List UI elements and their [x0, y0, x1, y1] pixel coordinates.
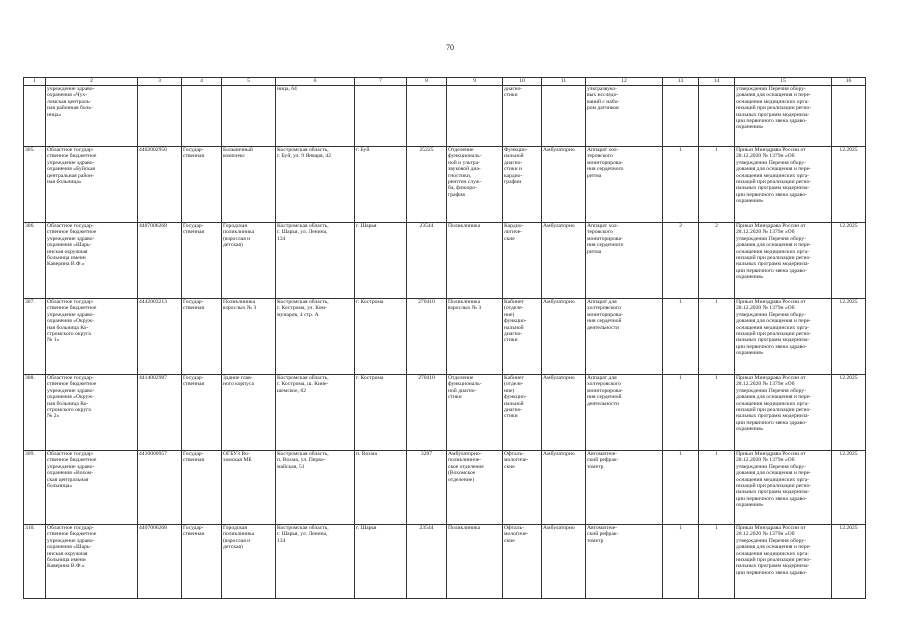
- cell-room: Кабинет (отделе- ние) функцио- нальной диагно- стики: [503, 375, 542, 451]
- cell-org: Областное государ- ственное бюджетное учреждение здраво- охранения «Окруж- ная больница Ко- стромского округа № 1»: [46, 299, 138, 375]
- cell-inn: [138, 86, 182, 147]
- cell-locality: г. Кострома: [355, 375, 407, 451]
- column-number: 13: [663, 78, 699, 86]
- cell-population: 23544: [407, 223, 447, 299]
- cell-basis: Приказ Минздрава России от 28.12.2020 № 1379н «Об утверждении Перечня обору- дования для оснащения и пере- оснащения медицинских орга- низаций при реализации регио- нальных программ модерниза- ции первичного звена здраво- охранения»: [735, 147, 832, 223]
- cell-qty1: 1: [663, 525, 699, 599]
- cell-locality: г. Буй: [355, 147, 407, 223]
- cell-locality: г. Кострома: [355, 299, 407, 375]
- cell-num: 305.: [24, 147, 46, 223]
- cell-department: Поликлиника: [447, 525, 503, 599]
- column-number: 11: [542, 78, 586, 86]
- cell-room: Функцио- нальной диагно- стики и кардио- графии: [503, 147, 542, 223]
- cell-care: Амбулаторно: [542, 375, 586, 451]
- column-number: 14: [699, 78, 735, 86]
- column-number: 6: [276, 78, 355, 86]
- cell-building: Городская поликлиника (взрослая и детская): [222, 525, 276, 599]
- cell-equipment: Аппарат хол- теровского мониторирова- ния сердечного ритма: [586, 223, 663, 299]
- cell-num: 310.: [24, 525, 46, 599]
- cell-address: Костромская область, п. Вохма, ул. Перво- майская, 51: [276, 451, 355, 525]
- cell-room: диагно- стики: [503, 86, 542, 147]
- cell-address: Костромская область, г. Буй, ул. 9 Января, 42: [276, 147, 355, 223]
- column-number: 9: [447, 78, 503, 86]
- cell-org: Областное государ- ственное бюджетное учреждение здраво- охранения «Окруж- ная больница Ко- стромского округа № 2»: [46, 375, 138, 451]
- cell-equipment: ультразвуко- вых исследо- ваний с набо- ром датчиков: [586, 86, 663, 147]
- cell-room: Офталь- мологиче- ские: [503, 451, 542, 525]
- cell-qty2: 2: [699, 223, 735, 299]
- table-row: [24, 147, 866, 223]
- cell-care: Амбулаторно: [542, 451, 586, 525]
- cell-department: Поликлиника взрослых № 3: [447, 299, 503, 375]
- cell-ownership: Государ- ственная: [182, 147, 222, 223]
- cell-org: Областное государ- ственное бюджетное учреждение здраво- охранения «Шарь- инская окружная больница имени Каверина В.Ф.»: [46, 525, 138, 599]
- cell-inn: 4410000957: [138, 451, 182, 525]
- column-number-row: [24, 78, 866, 86]
- table-row: [24, 299, 866, 375]
- cell-department: [447, 86, 503, 147]
- table-row: [24, 223, 866, 299]
- cell-qty1: 1: [663, 451, 699, 525]
- cell-num: 309.: [24, 451, 46, 525]
- cell-date: 12.2025: [832, 299, 866, 375]
- cell-address: ница, 64: [276, 86, 355, 147]
- cell-inn: 4402002950: [138, 147, 182, 223]
- cell-ownership: Государ- ственная: [182, 525, 222, 599]
- cell-date: 12.2025: [832, 375, 866, 451]
- cell-inn: 4407006268: [138, 525, 182, 599]
- column-number: 12: [586, 78, 663, 86]
- table-row: [24, 525, 866, 599]
- column-number: 7: [355, 78, 407, 86]
- cell-address: Костромская область, г. Шарья, ул. Ленина, 134: [276, 525, 355, 599]
- cell-num: 306.: [24, 223, 46, 299]
- column-number: 1: [24, 78, 46, 86]
- table-row: [24, 375, 866, 451]
- cell-inn: 4442003213: [138, 299, 182, 375]
- cell-building: Здание глав- ного корпуса: [222, 375, 276, 451]
- column-number: 8: [407, 78, 447, 86]
- cell-equipment: Автоматиче- ский рефрак- тометр: [586, 525, 663, 599]
- cell-ownership: Государ- ственная: [182, 223, 222, 299]
- cell-locality: п. Вохма: [355, 451, 407, 525]
- cell-qty2: 1: [699, 299, 735, 375]
- column-number: 5: [222, 78, 276, 86]
- cell-basis: утверждении Перечня обору- дования для оснащения и пере- оснащения медицинских орга- низаций при реализации регио- нальных программ модерниза- ции первичного звена здраво- охранения»: [735, 86, 832, 147]
- continuation-row: [24, 86, 866, 147]
- cell-date: [832, 86, 866, 147]
- column-number: 10: [503, 78, 542, 86]
- cell-room: Офталь- мологиче- ские: [503, 525, 542, 599]
- cell-room: Кардио- логиче- ские: [503, 223, 542, 299]
- column-number: 3: [138, 78, 182, 86]
- cell-num: 308.: [24, 375, 46, 451]
- cell-building: Городская поликлиника (взрослая и детская): [222, 223, 276, 299]
- column-number: 4: [182, 78, 222, 86]
- cell-care: [542, 86, 586, 147]
- cell-locality: г. Шарья: [355, 525, 407, 599]
- cell-care: Амбулаторно: [542, 299, 586, 375]
- cell-qty2: [699, 86, 735, 147]
- cell-org: Областное государ- ственное бюджетное учреждение здраво- охранения «Вохом- ская центральная больница»: [46, 451, 138, 525]
- cell-qty2: 1: [699, 147, 735, 223]
- cell-qty2: 1: [699, 375, 735, 451]
- cell-qty2: 1: [699, 525, 735, 599]
- cell-population: 270410: [407, 299, 447, 375]
- cell-care: Амбулаторно: [542, 525, 586, 599]
- cell-basis: Приказ Минздрава России от 28.12.2020 № 1379н «Об утверждении Перечня обору- дования для оснащения и пере- оснащения медицинских орга- низаций при реализации регио- нальных программ модерниза- ции первичного звена здраво- охранения»: [735, 451, 832, 525]
- cell-inn: 4414002987: [138, 375, 182, 451]
- cell-ownership: Государ- ственная: [182, 375, 222, 451]
- cell-date: 12.2025: [832, 451, 866, 525]
- cell-care: Амбулаторно: [542, 223, 586, 299]
- cell-population: 25225: [407, 147, 447, 223]
- cell-org: учреждение здраво- охранения «Чух- ломская централь- ная районная боль- ница»: [46, 86, 138, 147]
- cell-locality: [355, 86, 407, 147]
- cell-num: [24, 86, 46, 147]
- cell-population: 3207: [407, 451, 447, 525]
- equipment-table: [23, 77, 866, 599]
- cell-building: ОГБУЗ Во- хомская МБ: [222, 451, 276, 525]
- column-number: 16: [832, 78, 866, 86]
- cell-address: Костромская область, г. Шарья, ул. Ленина, 134: [276, 223, 355, 299]
- cell-org: Областное государ- ственное бюджетное учреждение здраво- охранения «Буйская центральная район- ная больница»: [46, 147, 138, 223]
- cell-ownership: [182, 86, 222, 147]
- cell-department: Отделение функциональ- ной диагно- стики: [447, 375, 503, 451]
- cell-ownership: Государ- ственная: [182, 451, 222, 525]
- cell-care: Амбулаторно: [542, 147, 586, 223]
- cell-address: Костромская область, г. Кострома, ш. Кине- шемское, 82: [276, 375, 355, 451]
- cell-basis: Приказ Минздрава России от 28.12.2020 № 1379н «Об утверждении Перечня обору- дования для оснащения и пере- оснащения медицинских орга- низаций при реализации регио- нальных программ модерниза- ции первичного звена здраво- охранения»: [735, 223, 832, 299]
- cell-date: 12.2025: [832, 525, 866, 599]
- cell-building: Больничный комплекс: [222, 147, 276, 223]
- cell-equipment: Аппарат хол- теровского мониторирова- ния сердечного ритма: [586, 147, 663, 223]
- cell-department: Отделение функциональ- ной и ультра- звуковой диа- гностики, рентген служ- ба, флюоро- графия: [447, 147, 503, 223]
- cell-locality: г. Шарья: [355, 223, 407, 299]
- cell-qty1: 1: [663, 147, 699, 223]
- cell-population: 23544: [407, 525, 447, 599]
- cell-department: Амбулаторно- поликлиниче- ское отделение (Вохомское отделение): [447, 451, 503, 525]
- cell-qty1: 2: [663, 223, 699, 299]
- cell-qty1: [663, 86, 699, 147]
- cell-basis: Приказ Минздрава России от 28.12.2020 № 1379н «Об утверждении Перечня обору- дования для оснащения и пере- оснащения медицинских орга- низаций при реализации регио- нальных программ модерниза- ции первичного звена здраво- охранения»: [735, 375, 832, 451]
- column-number: 2: [46, 78, 138, 86]
- cell-ownership: Государ- ственная: [182, 299, 222, 375]
- rows-body: [24, 147, 866, 599]
- cell-num: 307.: [24, 299, 46, 375]
- cell-qty2: 1: [699, 451, 735, 525]
- cell-basis: Приказ Минздрава России от 28.12.2020 № 1379н «Об утверждении Перечня обору- дования для оснащения и пере- оснащения медицинских орга- низаций при реализации регио- нальных программ модерниза- ции первичного звена здраво- охранения»: [735, 299, 832, 375]
- cell-inn: 4407006268: [138, 223, 182, 299]
- page-number: 70: [446, 43, 454, 52]
- cell-address: Костромская область, г. Кострома, ул. Ком- мунаров, 4 стр. А: [276, 299, 355, 375]
- cell-qty1: 1: [663, 375, 699, 451]
- cell-date: 12.2025: [832, 147, 866, 223]
- cell-building: Поликлиника взрослых № 3: [222, 299, 276, 375]
- cell-room: Кабинет (отделе- ние) функцио- нальной диагно- стики: [503, 299, 542, 375]
- cell-building: [222, 86, 276, 147]
- cell-basis: Приказ Минздрава России от 28.12.2020 № 1379н «Об утверждении Перечня обору- дования для оснащения и пере- оснащения медицинских орга- низаций при реализации регио- нальных программ модерниза- ции первичного звена здраво-: [735, 525, 832, 599]
- cell-equipment: Аппарат для холтеровского мониторирова- ния сердечной деятельности: [586, 375, 663, 451]
- cell-date: 12.2025: [832, 223, 866, 299]
- cell-qty1: 1: [663, 299, 699, 375]
- cell-org: Областное государ- ственное бюджетное учреждение здраво- охранения «Шарь- инская окружная больница имени Каверина В.Ф.»: [46, 223, 138, 299]
- cell-equipment: Аппарат для холтеровского мониторирова- ния сердечной деятельности: [586, 299, 663, 375]
- cell-population: 270410: [407, 375, 447, 451]
- column-number: 15: [735, 78, 832, 86]
- cell-population: [407, 86, 447, 147]
- cell-department: Поликлиника: [447, 223, 503, 299]
- cell-equipment: Автоматиче- ский рефрак- тометр: [586, 451, 663, 525]
- table-row: [24, 451, 866, 525]
